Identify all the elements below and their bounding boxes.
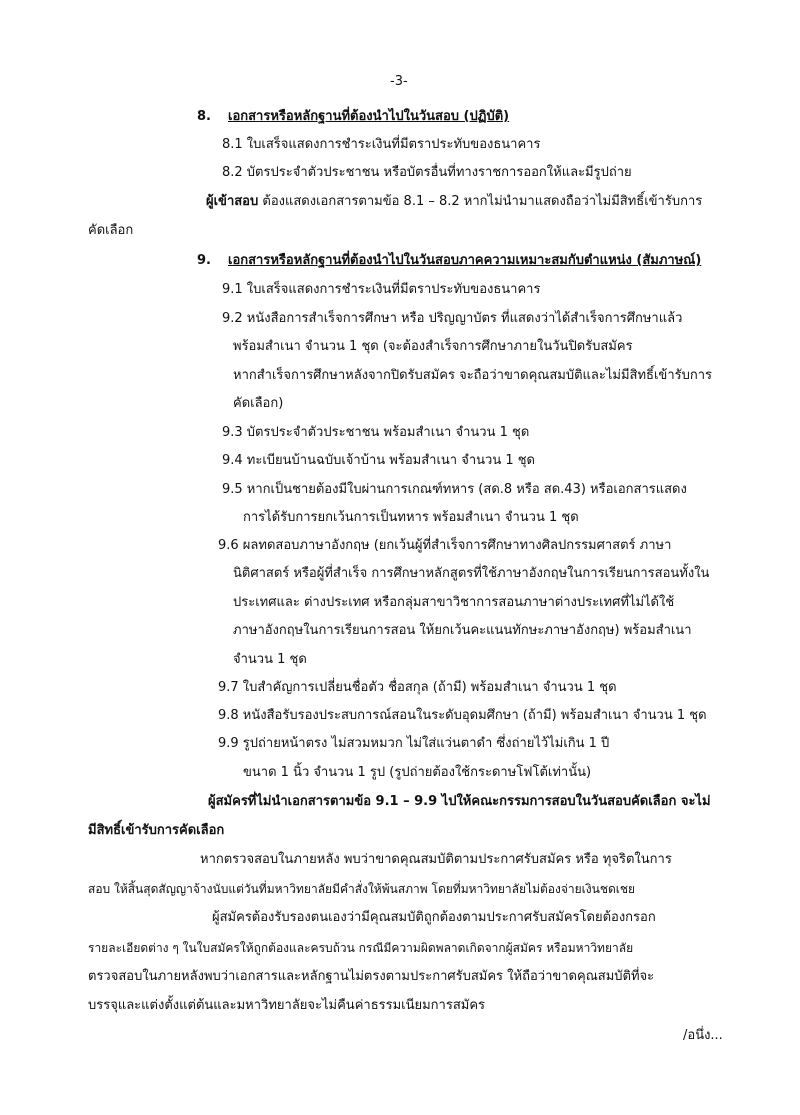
section9-item-4: 9.4 ทะเบียนบ้านฉบับเจ้าบ้าน พร้อมสำเนา จำนวน 1 ชุด (222, 453, 536, 468)
closing-p2-line3: ตรวจสอบในภายหลังพบว่าเอกสารและหลักฐานไม่ตรงตามประกาศรับสมัคร ให้ถือว่าขาดคุณสมบัติที่จะ (88, 969, 655, 984)
section9-title: เอกสารหรือหลักฐานที่ต้องนำไปในวันสอบภาคความเหมาะสมกับตำแหน่ง (สัมภาษณ์) (228, 253, 702, 268)
section8-note-rest: ต้องแสดงเอกสารตามข้อ 8.1 – 8.2 หากไม่นำมาแสดงถือว่าไม่มีสิทธิ์เข้ารับการ (258, 194, 703, 209)
section9-item-8: 9.8 หนังสือรับรองประสบการณ์สอนในระดับอุดมศึกษา (ถ้ามี) พร้อมสำเนา จำนวน 1 ชุด (218, 708, 707, 723)
section9-item-5-line2: การได้รับการยกเว้นการเป็นทหาร พร้อมสำเนา จำนวน 1 ชุด (243, 510, 579, 525)
section9-item-6-line2: นิติศาสตร์ หรือผู้ที่สำเร็จ การศึกษาหลักสูตรที่ใช้ภาษาอังกฤษในการเรียนการสอนทั้งใน (233, 566, 710, 581)
section9-item-2-line2: พร้อมสำเนา จำนวน 1 ชุด (จะต้องสำเร็จการศึกษาภายในวันปิดรับสมัคร (233, 339, 633, 354)
section8-note (206, 192, 702, 212)
section8-item-2: 8.2 บัตรประจำตัวประชาชน หรือบัตรอื่นที่ทางราชการออกให้และมีรูปถ่าย (222, 165, 632, 180)
section9-item-2-line1: 9.2 หนังสือการสำเร็จการศึกษา หรือ ปริญญาบัตร ที่แสดงว่าได้สำเร็จการศึกษาแล้ว (222, 311, 683, 326)
closing-p1-line2: สอบ ให้สิ้นสุดสัญญาจ้างนับแต่วันที่มหาวิทยาลัยมีคำสั่งให้พ้นสภาพ โดยที่มหาวิทยาลัยไม่ต้องจ่ายเงินชดเชย (88, 882, 636, 896)
section9-item-2-line4: คัดเลือก) (233, 396, 284, 411)
section8-note-bold: ผู้เข้าสอบ (206, 194, 259, 209)
section9-item-2-line3: หากสำเร็จการศึกษาหลังจากปิดรับสมัคร จะถือว่าขาดคุณสมบัติและไม่มีสิทธิ์เข้ารับการ (233, 368, 713, 383)
page-number: -3- (390, 74, 408, 89)
section9-item-9-line1: 9.9 รูปถ่ายหน้าตรง ไม่สวมหมวก ไม่ใส่แว่นตาดำ ซึ่งถ่ายไว้ไม่เกิน 1 ปี (218, 736, 610, 751)
section9-item-7: 9.7 ใบสำคัญการเปลี่ยนชื่อตัว ชื่อสกุล (ถ้ามี) พร้อมสำเนา จำนวน 1 ชุด (218, 680, 617, 695)
section8-title: เอกสารหรือหลักฐานที่ต้องนำไปในวันสอบ (ปฏิบัติ) (228, 109, 510, 124)
section9-number: 9. (197, 253, 211, 268)
section9-item-3: 9.3 บัตรประจำตัวประชาชน พร้อมสำเนา จำนวน 1 ชุด (222, 425, 530, 440)
closing-p2-line4: บรรจุและแต่งตั้งแต่ต้นและมหาวิทยาลัยจะไม่คืนค่าธรรมเนียมการสมัคร (88, 998, 486, 1013)
closing-p1-line1: หากตรวจสอบในภายหลัง พบว่าขาดคุณสมบัติตามประกาศรับสมัคร หรือ ทุจริตในการ (200, 852, 672, 867)
section9-item-6-line4: ภาษาอังกฤษในการเรียนการสอน ให้ยกเว้นคะแนนทักษะภาษาอังกฤษ) พร้อมสำเนา (233, 623, 692, 638)
section9-note-line2: มีสิทธิ์เข้ารับการคัดเลือก (88, 823, 225, 838)
section9-item-9-line2: ขนาด 1 นิ้ว จำนวน 1 รูป (รูปถ่ายต้องใช้กระดาษโฟโต้เท่านั้น) (243, 765, 592, 780)
continuation-marker: /อนึ่ง... (683, 1028, 723, 1043)
section9-item-6-line5: จำนวน 1 ชุด (233, 652, 307, 667)
closing-p2-line2: รายละเอียดต่าง ๆ ในใบสมัครให้ถูกต้องและครบถ้วน กรณีมีความผิดพลาดเกิดจากผู้สมัคร หรือมหาวิทยาลัย (88, 941, 634, 955)
section9-item-6-line1: 9.6 ผลทดสอบภาษาอังกฤษ (ยกเว้นผู้ที่สำเร็จการศึกษาทางศิลปกรรมศาสตร์ ภาษา (218, 538, 672, 553)
closing-p2-line1: ผู้สมัครต้องรับรองตนเองว่ามีคุณสมบัติถูกต้องตามประกาศรับสมัครโดยต้องกรอก (212, 910, 656, 925)
section8-item-1: 8.1 ใบเสร็จแสดงการชำระเงินที่มีตราประทับของธนาคาร (222, 137, 541, 152)
section9-item-1: 9.1 ใบเสร็จแสดงการชำระเงินที่มีตราประทับของธนาคาร (222, 282, 541, 297)
section9-item-5-line1: 9.5 หากเป็นชายต้องมีใบผ่านการเกณฑ์ทหาร (สด.8 หรือ สด.43) หรือเอกสารแสดง (222, 482, 687, 497)
section9-item-6-line3: ประเทศและ ต่างประเทศ หรือกลุ่มสาขาวิชาการสอนภาษาต่างประเทศที่ไม่ได้ใช้ (233, 595, 675, 610)
section9-note-line1: ผู้สมัครที่ไม่นำเอกสารตามข้อ 9.1 – 9.9 ไปให้คณะกรรมการสอบในวันสอบคัดเลือก จะไม่ (208, 794, 711, 809)
section8-number: 8. (197, 109, 211, 124)
section8-note-cont: คัดเลือก (88, 223, 134, 238)
